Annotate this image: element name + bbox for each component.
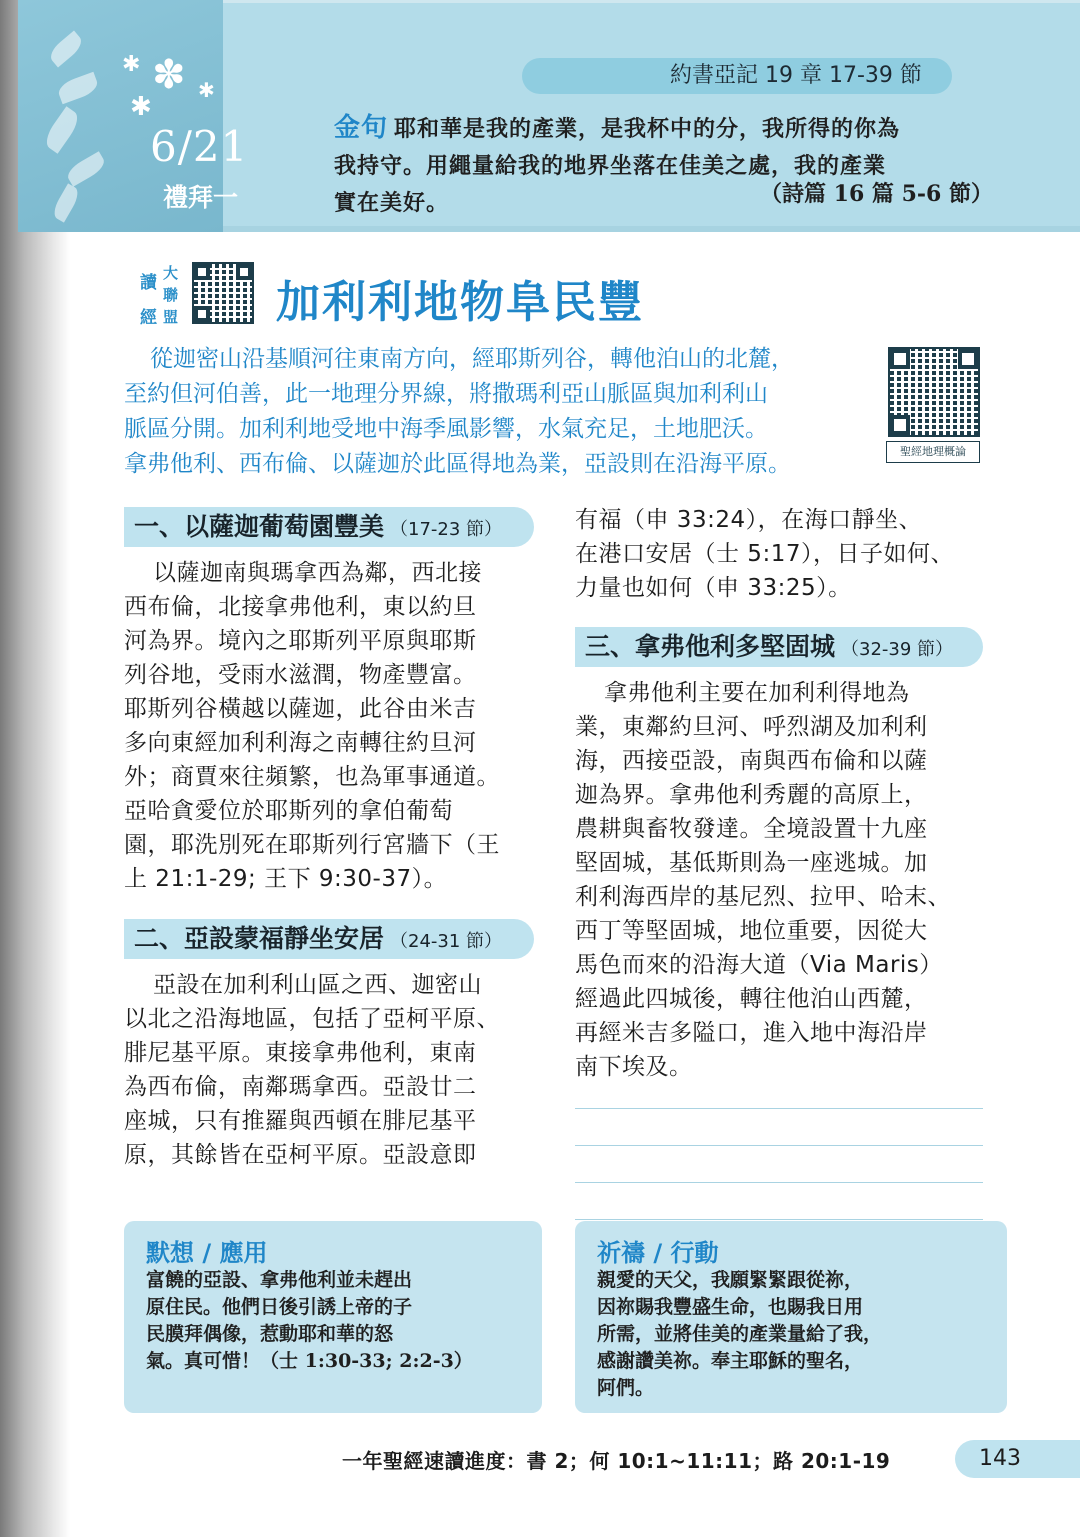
note-line [575,1108,983,1109]
date-number: 6/21 [150,122,249,171]
leaf-decoration [41,106,83,154]
page-title: 加利利地物阜民豐 [276,277,644,328]
passage-reference: 約書亞記 19 章 17-39 節 [522,58,952,94]
weekday-label: 禮拜一 [163,183,239,212]
intro-line: 拿弗他利、西布倫、以薩迦於此區得地為業，亞設則在沿海平原。 [124,451,791,477]
read-label-char: 讀 [140,273,157,293]
reading-progress: 一年聖經速讀進度：書 2；何 10:1~11:11；路 20:1-19 [342,1449,891,1473]
qr-code-icon[interactable] [192,262,254,324]
key-verse-line: 金句 耶和華是我的產業，是我杯中的分，我所得的你為 [334,113,901,143]
note-line [575,1145,983,1146]
prayer-title: 祈禱 / 行動 [597,1239,719,1267]
meditation-box [124,1221,542,1413]
qr-code-caption: 聖經地理概論 [886,441,980,463]
key-verse-line: 實在美好。 [334,190,450,216]
read-label-char: 盟 [163,308,179,326]
section-body-1: 以薩迦南與瑪拿西為鄰，西北接 西布倫，北接拿弗他利，東以約旦 河為界。境內之耶斯列平原與耶斯 列谷地，受雨水滋潤，物產豐富。 耶斯列谷橫越以薩迦，此谷由米吉 多向東經加利利海之南轉往約旦河 外；商賈來往頻繁，也為軍事通道。 亞哈貪愛位於耶斯列的拿伯葡萄 園，耶洗別死在耶斯列行宮牆下（王 上 21:1-29; 王下 9:30-37）。 [124,560,500,892]
intro-paragraph [124,342,882,482]
read-label-char: 大 [163,264,179,282]
intro-line: 從迦密山沿基順河往東南方向，經耶斯列谷，轉他泊山的北麓， [150,346,794,372]
key-verse-line: 我持守。用繩量給我的地界坐落在佳美之處，我的產業 [334,153,887,179]
section-heading-2: 二、亞設蒙福靜坐安居 （24-31 節） [124,919,534,959]
read-label-char: 聯 [163,286,179,304]
section-body-3: 拿弗他利主要在加利利得地為 業，東鄰約旦河、呼烈湖及加利利 海，西接亞設，南與西布倫和以薩 迦為界。拿弗他利秀麗的高原上， 農耕與畜牧發達。全境設置十九座 堅固城，基低斯則為一座逃城。加 利利海西岸的基尼烈、拉甲、哈末、 西丁等堅固城，地位重要，因從大 馬色而來的沿海大道（Via Maris） 經過此四城後，轉往他泊山西麓， 再經米吉多隘口，進入地中海沿岸 南下埃及。 [575,680,951,1080]
meditation-text: 富饒的亞設、拿弗他利並未趕出 原住民。他們日後引誘上帝的子 民膜拜偶像，惹動耶和華的怒 氣。真可惜！（士 1:30-33; 2:2-3） [146,1269,473,1372]
leaf-decoration [64,151,108,187]
leaf-decoration [56,72,100,104]
note-line [575,1182,983,1183]
meditation-title: 默想 / 應用 [146,1239,268,1267]
flower-icon: ✱ [130,92,152,122]
leaf-decoration [50,183,82,222]
prayer-box [575,1221,1007,1413]
section-body-2: 亞設在加利利山區之西、迦密山 以北之沿海地區，包括了亞柯平原、 腓尼基平原。東接拿弗他利，東南 為西布倫，南鄰瑪拿西。亞設廿二 座城，只有推羅與西頓在腓尼基平 原，其餘皆在亞柯平原。亞設意即 [124,972,500,1168]
flower-icon: ✱ [198,78,215,102]
page-number: 143 [955,1440,1080,1478]
flower-icon: ✽ [152,52,186,98]
read-label-char: 經 [140,308,157,328]
leaf-decoration [46,31,85,68]
key-verse-reference: （詩篇 16 篇 5-6 節） [760,181,993,207]
intro-line: 至約但河伯善，此一地理分界線，將撒瑪利亞山脈區與加利利山 [124,381,768,407]
qr-code-icon[interactable] [888,347,980,437]
section-body-2-continued: 有福（申 33:24），在海口靜坐、 在港口安居（士 5:17），日子如何、 力量也如何（申 33:25）。 [575,507,954,601]
intro-line: 脈區分開。加利利地受地中海季風影響，水氣充足，土地肥沃。 [124,416,768,442]
note-line [575,1219,983,1220]
section-heading-1: 一、以薩迦葡萄園豐美 （17-23 節） [124,507,534,547]
flower-icon: ✱ [122,52,141,77]
key-verse-label: 金句 [334,113,389,143]
prayer-text: 親愛的天父，我願緊緊跟從祢， 因祢賜我豐盛生命，也賜我日用 所需，並將佳美的產業量給了我， 感謝讚美祢。奉主耶穌的聖名， 阿們。 [597,1269,883,1399]
section-heading-3: 三、拿弗他利多堅固城 （32-39 節） [575,627,983,667]
